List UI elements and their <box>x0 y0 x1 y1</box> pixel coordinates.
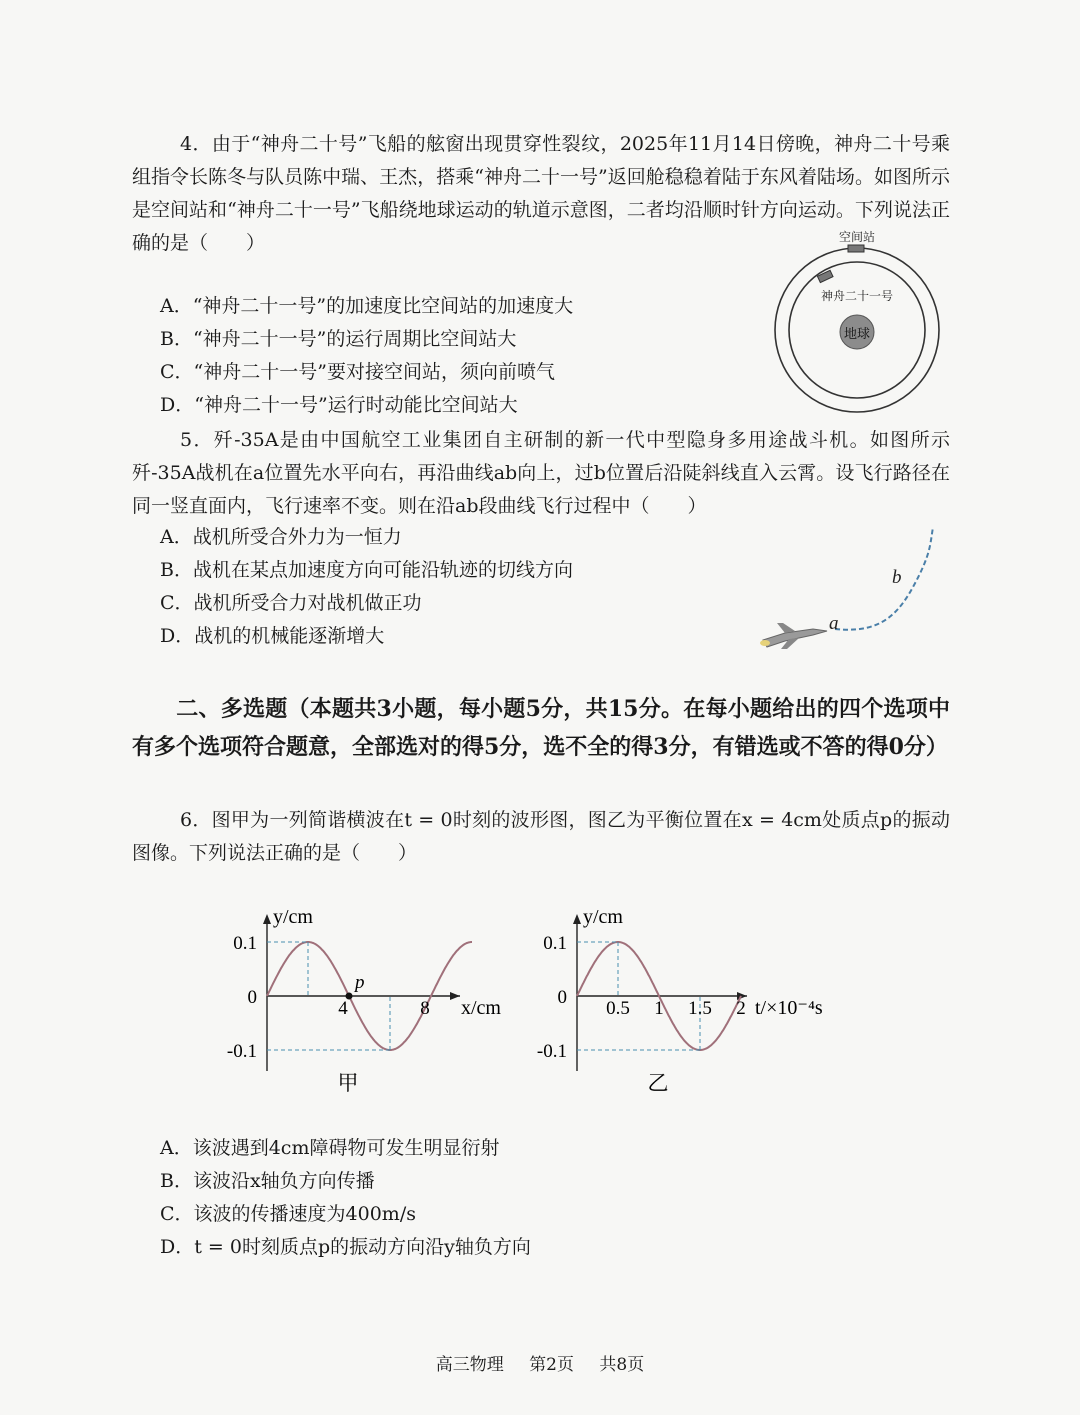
space-station-label: 空间站 <box>838 230 876 244</box>
y-tick-label: 0 <box>557 987 567 1008</box>
wave-graph-jia <box>215 900 525 1100</box>
q6-option-c: C．该波的传播速度为400m/s <box>160 1203 416 1225</box>
y-axis-label: y/cm <box>273 906 313 928</box>
x-axis-label: t/×10⁻⁴s <box>755 997 823 1019</box>
x-tick-label: 1.5 <box>688 998 712 1019</box>
x-tick-label: 8 <box>420 998 430 1019</box>
y-tick-label: -0.1 <box>536 1041 567 1062</box>
x-axis-label: x/cm <box>461 997 501 1019</box>
footer-total: 共8页 <box>599 1355 645 1375</box>
point-b-label: b <box>892 567 902 588</box>
q5-option-d: D．战机的机械能逐渐增大 <box>160 625 385 647</box>
spacecraft-label: 神舟二十一号 <box>820 289 894 303</box>
x-tick-label: 1 <box>654 998 664 1019</box>
spacecraft-icon <box>817 270 833 282</box>
point-p-marker <box>346 993 353 1000</box>
q6-stem: 6．图甲为一列简谐横波在t = 0时刻的波形图，图乙为平衡位置在x = 4cm处质点p的振动图像。下列说法正确的是（ ） <box>132 809 950 864</box>
chart-title: 甲 <box>337 1071 359 1095</box>
y-tick-label: 0 <box>247 987 257 1008</box>
section-heading: 二、多选题（本题共3小题，每小题5分，共15分。在每小题给出的四个选项中有多个选项符合题意，全部选对的得5分，选不全的得3分，有错选或不答的得0分） <box>132 696 950 760</box>
x-tick-label: 4 <box>338 998 348 1019</box>
footer-subject: 高三物理 <box>435 1355 504 1375</box>
q4-option-c: C．“神舟二十一号”要对接空间站，须向前喷气 <box>160 361 555 383</box>
fighter-jet-icon <box>760 623 827 649</box>
y-axis-label: y/cm <box>583 906 623 928</box>
flight-path <box>835 527 933 630</box>
vibration-graph-yi <box>525 900 845 1100</box>
earth-label: 地球 <box>843 326 871 341</box>
q6-option-d: D．t = 0时刻质点p的振动方向沿y轴负方向 <box>160 1236 531 1258</box>
q6-option-a: A．该波遇到4cm障碍物可发生明显衍射 <box>160 1137 500 1159</box>
q4-option-b: B．“神舟二十一号”的运行周期比空间站大 <box>160 328 517 350</box>
footer-page: 第2页 <box>529 1355 574 1375</box>
q5-option-c: C．战机所受合力对战机做正功 <box>160 592 422 614</box>
q4-stem: 4．由于“神舟二十号”飞船的舷窗出现贯穿性裂纹，2025年11月14日傍晚，神舟二十号乘组指令长陈冬与队员陈中瑞、王杰，搭乘“神舟二十一号”返回舱稳稳着陆于东风着陆场。如图所示是空间站和“神舟二十一号”飞船绕地球运动的轨道示意图，二者均沿顺时针方向运动。下列说法正确的是（ ） <box>132 133 950 254</box>
y-axis-arrow <box>573 914 581 924</box>
y-tick-label: -0.1 <box>226 1041 257 1062</box>
y-tick-label: 0.1 <box>233 933 257 954</box>
q5-option-b: B．战机在某点加速度方向可能沿轨迹的切线方向 <box>160 559 573 581</box>
space-station-icon <box>848 245 864 252</box>
q4-option-d: D．“神舟二十一号”运行时动能比空间站大 <box>160 394 518 416</box>
jet-figure <box>755 525 955 655</box>
orbit-figure <box>760 225 960 415</box>
q6-option-b: B．该波沿x轴负方向传播 <box>160 1170 375 1192</box>
q4-option-a: A．“神舟二十一号”的加速度比空间站的加速度大 <box>160 295 574 317</box>
q5-option-a: A．战机所受合外力为一恒力 <box>160 526 402 548</box>
chart-title: 乙 <box>647 1071 669 1095</box>
x-tick-label: 2 <box>736 998 746 1019</box>
page-footer <box>0 1350 1080 1375</box>
point-a-label: a <box>829 613 839 634</box>
point-p-label: p <box>355 972 365 993</box>
y-tick-label: 0.1 <box>543 933 567 954</box>
q5-stem: 5．歼-35A是由中国航空工业集团自主研制的新一代中型隐身多用途战斗机。如图所示歼-35A战机在a位置先水平向右，再沿曲线ab向上，过b位置后沿陡斜线直入云霄。设飞行路径在同一竖直面内，飞行速率不变。则在沿ab段曲线飞行过程中（ ） <box>132 429 950 517</box>
y-axis-arrow <box>263 914 271 924</box>
x-tick-label: 0.5 <box>606 998 630 1019</box>
x-axis-arrow <box>450 992 460 1000</box>
